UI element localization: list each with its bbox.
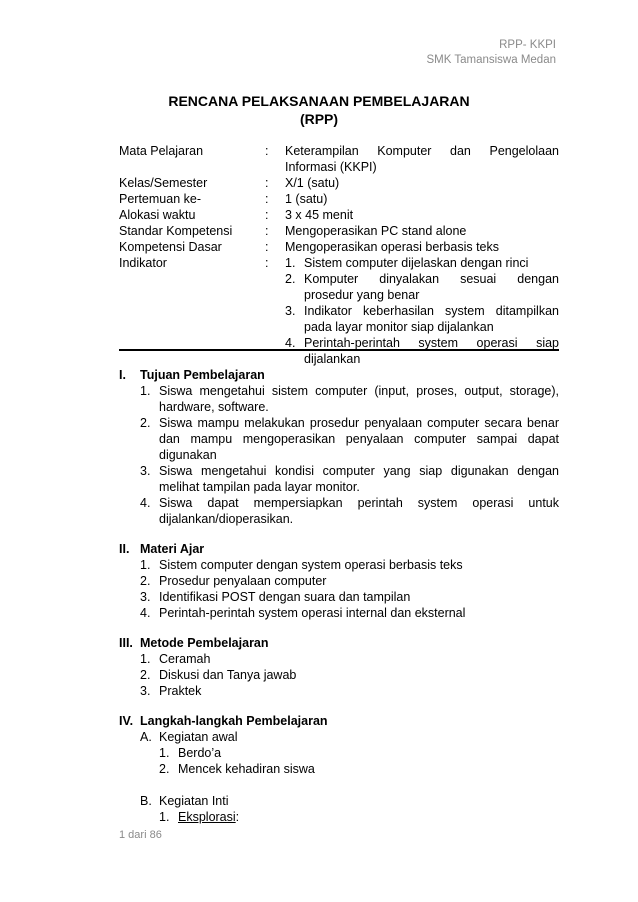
meta-label: Kompetensi Dasar — [119, 240, 222, 254]
list-item — [140, 557, 559, 573]
section-heading — [119, 541, 559, 557]
list-number: 2. — [140, 574, 151, 588]
list-item — [285, 271, 559, 303]
list-item — [140, 463, 559, 495]
header-line-2: SMK Tamansiswa Medan — [426, 54, 556, 66]
meta-row-mata-pelajaran — [119, 143, 559, 175]
section-title: Tujuan Pembelajaran — [140, 368, 265, 382]
page-number: 1 dari 86 — [119, 829, 162, 841]
meta-colon: : — [265, 256, 269, 270]
section-title: Materi Ajar — [140, 542, 205, 556]
list-item — [285, 255, 559, 271]
list-item — [140, 573, 559, 589]
list-item — [140, 605, 559, 621]
title-line-2: (RPP) — [299, 111, 339, 127]
subsection-title: Kegiatan Inti — [159, 794, 229, 808]
list-text: Diskusi dan Tanya jawab — [159, 668, 297, 682]
meta-label: Standar Kompetensi — [119, 224, 233, 238]
subsection-title: Kegiatan awal — [159, 730, 238, 744]
list-number: 1. — [159, 810, 170, 824]
list-text: Berdo’a — [178, 746, 222, 760]
list-item — [159, 745, 559, 761]
list-item — [140, 589, 559, 605]
list-number: 1. — [140, 558, 151, 572]
divider — [119, 349, 559, 351]
subsection-letter: B. — [140, 794, 152, 808]
list-text: Indikator keberhasilan system ditampilkan pada layar monitor siap dijalankan — [304, 304, 559, 334]
list-text: Sistem computer dengan system operasi berbasis teks — [159, 558, 463, 572]
list-text: Prosedur penyalaan computer — [159, 574, 327, 588]
list-item — [140, 415, 559, 463]
list-item — [285, 303, 559, 335]
list-text — [159, 495, 559, 527]
meta-value: X/1 (satu) — [285, 176, 340, 190]
list-number: 2. — [159, 762, 170, 776]
list-text-line: Siswa dapat mempersiapkan perintah system operasi untuk — [159, 496, 559, 510]
list-text: Perintah-perintah system operasi siap dijalankan — [304, 336, 559, 366]
meta-colon: : — [265, 176, 269, 190]
subsection-list — [119, 745, 559, 777]
section-heading — [119, 635, 559, 651]
section-title: Metode Pembelajaran — [140, 636, 269, 650]
section-number: I. — [119, 368, 126, 382]
meta-label: Indikator — [119, 256, 167, 270]
identity-table — [119, 143, 559, 367]
section-metode — [119, 635, 559, 699]
meta-row-kelas — [119, 175, 559, 191]
list-text: Mencek kehadiran siswa — [178, 762, 315, 776]
meta-colon: : — [265, 240, 269, 254]
list-item — [159, 809, 559, 825]
list-item — [140, 667, 559, 683]
list-number: 2. — [140, 416, 151, 430]
list-item — [285, 335, 559, 367]
list-number: 1. — [285, 256, 296, 270]
section-list — [119, 383, 559, 527]
section-materi — [119, 541, 559, 621]
section-number: III. — [119, 636, 133, 650]
header-line-1: RPP- KKPI — [499, 39, 556, 51]
list-item — [140, 495, 559, 527]
list-item — [140, 651, 559, 667]
section-list — [119, 651, 559, 699]
list-text: Sistem computer dijelaskan dengan rinci — [304, 256, 529, 270]
list-text: Komputer dinyalakan sesuai dengan prosedur yang benar — [304, 272, 559, 302]
list-text: Ceramah — [159, 652, 211, 666]
eksplorasi-colon: : — [235, 810, 240, 824]
subsection-letter: A. — [140, 730, 152, 744]
list-number: 3. — [140, 684, 151, 698]
meta-value: 3 x 45 menit — [285, 208, 354, 222]
document-title — [0, 92, 638, 128]
title-line-1: RENCANA PELAKSANAAN PEMBELAJARAN — [168, 93, 470, 109]
list-item — [140, 383, 559, 415]
section-list — [119, 557, 559, 621]
list-number: 4. — [140, 496, 151, 510]
list-number: 2. — [285, 272, 296, 286]
section-heading — [119, 713, 559, 729]
list-number: 1. — [140, 384, 151, 398]
meta-colon: : — [265, 208, 269, 222]
list-text-line: dijalankan/dioperasikan. — [159, 512, 294, 526]
list-text: Siswa mengetahui sistem computer (input, proses, output, storage), hardware, software. — [159, 384, 559, 414]
meta-value: 1 (satu) — [285, 192, 328, 206]
list-text: Identifikasi POST dengan suara dan tampilan — [159, 590, 411, 604]
subsection-heading-kegiatan-awal — [119, 729, 559, 745]
list-item — [140, 683, 559, 699]
meta-colon: : — [265, 144, 269, 158]
subsection-list — [119, 809, 559, 825]
meta-row-kompetensi — [119, 239, 559, 255]
list-text: Siswa mengetahui kondisi computer yang siap digunakan dengan melihat tampilan pada layar monitor. — [159, 464, 559, 494]
list-number: 1. — [159, 746, 170, 760]
list-item — [159, 761, 559, 777]
meta-row-alokasi — [119, 207, 559, 223]
section-tujuan — [119, 367, 559, 527]
list-number: 4. — [140, 606, 151, 620]
list-text — [178, 809, 559, 825]
section-heading — [119, 367, 559, 383]
section-langkah — [119, 713, 559, 825]
list-number: 3. — [140, 590, 151, 604]
subsection-heading-kegiatan-inti — [119, 793, 559, 809]
list-text: Praktek — [159, 684, 202, 698]
section-number: II. — [119, 542, 130, 556]
list-number: 4. — [285, 336, 296, 350]
document-body — [119, 367, 559, 839]
list-text: Siswa mampu melakukan prosedur penyalaan computer secara benar dan mampu mengoperasikan penyalaan computer sampai dapat digunakan — [159, 416, 559, 462]
meta-colon: : — [265, 192, 269, 206]
list-number: 2. — [140, 668, 151, 682]
meta-value: Mengoperasikan operasi berbasis teks — [285, 240, 500, 254]
section-number: IV. — [119, 714, 134, 728]
meta-colon: : — [265, 224, 269, 238]
meta-value: Keterampilan Komputer dan Pengelolaan Informasi (KKPI) — [285, 144, 559, 174]
meta-label: Alokasi waktu — [119, 208, 196, 222]
section-title: Langkah-langkah Pembelajaran — [140, 714, 328, 728]
meta-row-standar — [119, 223, 559, 239]
eksplorasi-label: Eksplorasi — [178, 810, 236, 824]
meta-row-pertemuan — [119, 191, 559, 207]
list-text: Perintah-perintah system operasi internal dan eksternal — [159, 606, 466, 620]
list-number: 3. — [140, 464, 151, 478]
meta-value: Mengoperasikan PC stand alone — [285, 224, 467, 238]
document-header — [426, 38, 556, 68]
meta-label: Kelas/Semester — [119, 176, 208, 190]
meta-label: Pertemuan ke- — [119, 192, 201, 206]
list-number: 3. — [285, 304, 296, 318]
meta-label: Mata Pelajaran — [119, 144, 204, 158]
list-number: 1. — [140, 652, 151, 666]
